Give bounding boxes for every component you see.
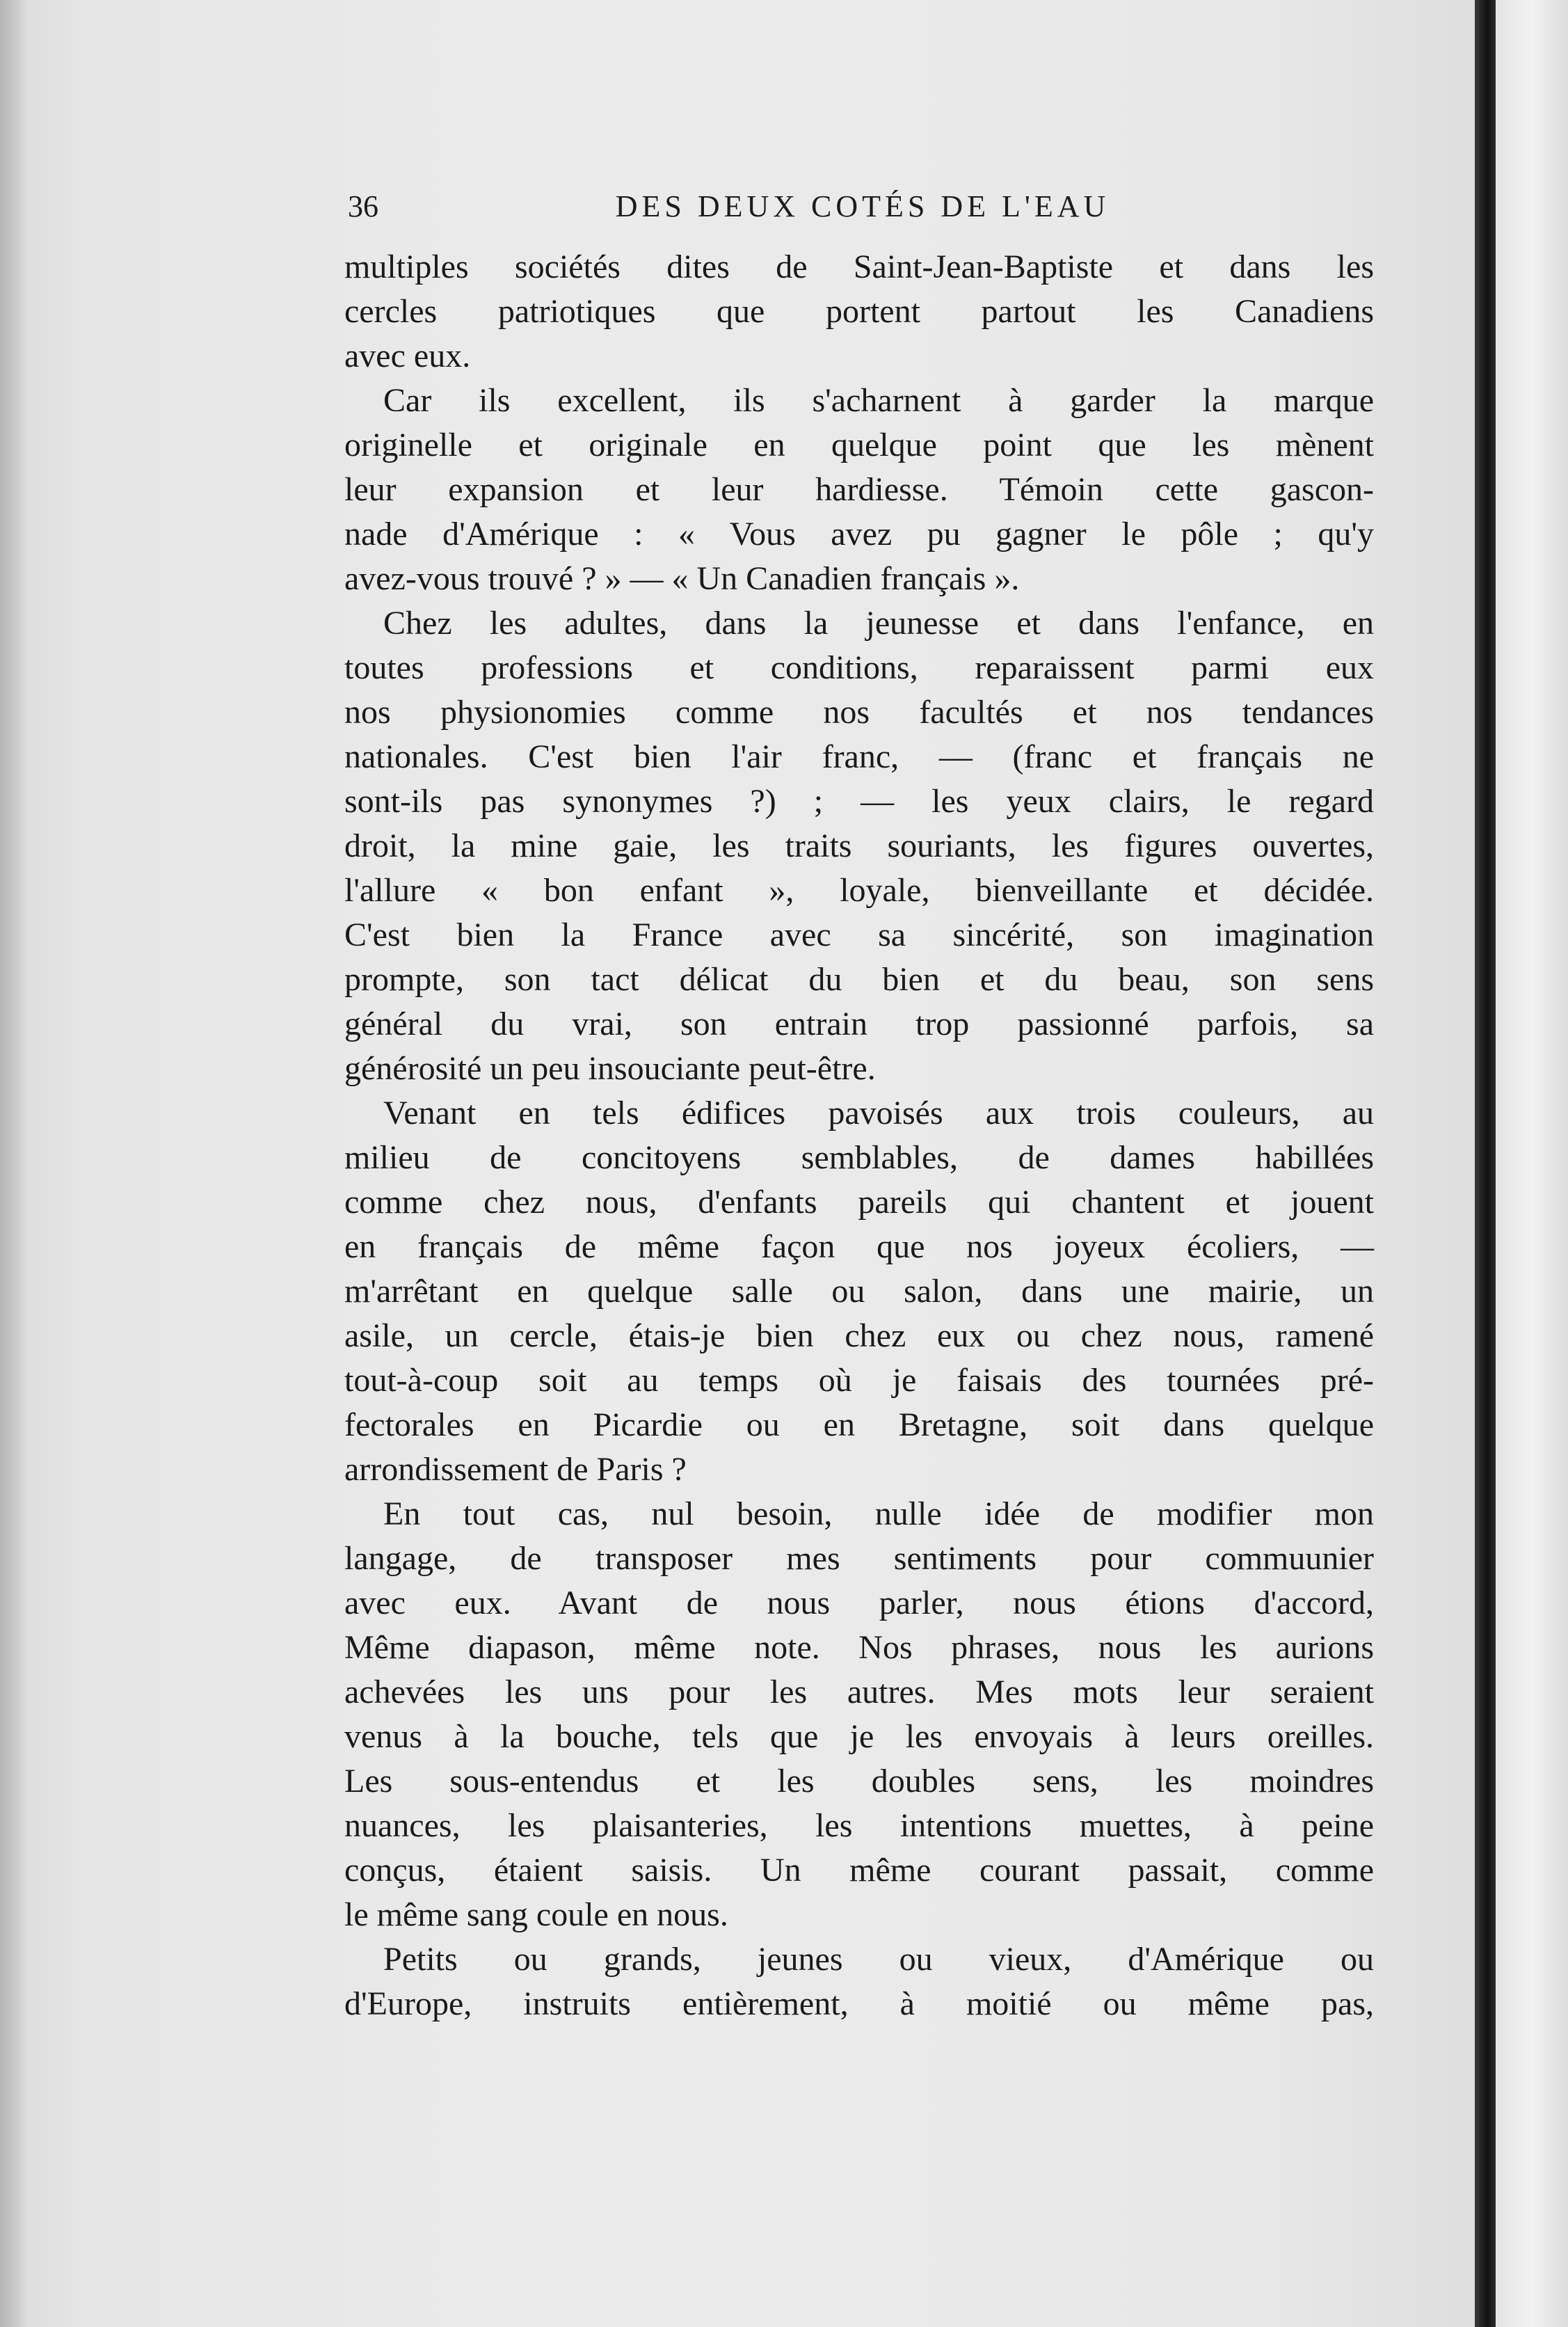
text-line: Petits ou grands, jeunes ou vieux, d'Amérique ou [383, 1941, 1374, 1978]
text-line: fectorales en Picardie ou en Bretagne, soit dans quelque [344, 1406, 1374, 1443]
book-gutter [1475, 0, 1496, 2327]
paragraph [344, 1091, 1374, 1492]
text-line: originelle et originale en quelque point que les mènent [344, 427, 1374, 463]
text-line: asile, un cercle, étais-je bien chez eux ou chez nous, ramené [344, 1317, 1374, 1354]
text-line: en français de même façon que nos joyeux écoliers, — [344, 1228, 1374, 1265]
text-line: sont-ils pas synonymes ?) ; — les yeux clairs, le regard [344, 783, 1374, 820]
text-line: C'est bien la France avec sa sincérité, son imagination [344, 916, 1374, 953]
text-line: achevées les uns pour les autres. Mes mots leur seraient [344, 1674, 1374, 1710]
text-line: droit, la mine gaie, les traits souriants, les figures ouvertes, [344, 827, 1374, 864]
body-text [344, 245, 1374, 2026]
paragraph [344, 1937, 1374, 2026]
running-title: DES DEUX COTÉS DE L'EAU [615, 189, 1110, 223]
paragraph [344, 601, 1374, 1091]
text-line: avec eux. Avant de nous parler, nous étions d'accord, [344, 1585, 1374, 1621]
text-line: Les sous-entendus et les doubles sens, les moindres [344, 1763, 1374, 1800]
text-line: leur expansion et leur hardiesse. Témoin cette gascon- [344, 471, 1374, 508]
text-line: milieu de concitoyens semblables, de dames habillées [344, 1139, 1374, 1176]
text-line: nade d'Amérique : « Vous avez pu gagner le pôle ; qu'y [344, 516, 1374, 553]
text-line: comme chez nous, d'enfants pareils qui chantent et jouent [344, 1184, 1374, 1221]
text-line: m'arrêtant en quelque salle ou salon, dans une mairie, un [344, 1273, 1374, 1310]
text-line: nationales. C'est bien l'air franc, — (franc et français ne [344, 738, 1374, 775]
text-line: Car ils excellent, ils s'acharnent à garder la marque [383, 382, 1374, 419]
text-line: tout-à-coup soit au temps où je faisais des tournées pré- [344, 1362, 1374, 1399]
text-line: conçus, étaient saisis. Un même courant passait, comme [344, 1852, 1374, 1889]
page-left-shadow [0, 0, 28, 2327]
text-line: multiples sociétés dites de Saint-Jean-Baptiste et dans les [344, 248, 1374, 285]
page-header [348, 182, 1377, 231]
text-line: avec eux. [344, 337, 471, 374]
text-line: venus à la bouche, tels que je les envoyais à leurs oreilles. [344, 1718, 1374, 1755]
text-line: Venant en tels édifices pavoisés aux trois couleurs, au [383, 1095, 1374, 1131]
text-line: le même sang coule en nous. [344, 1896, 728, 1933]
text-line: cercles patriotiques que portent partout les Canadiens [344, 293, 1374, 330]
paragraph [344, 1492, 1374, 1937]
text-line: nuances, les plaisanteries, les intentions muettes, à peine [344, 1807, 1374, 1844]
text-line: générosité un peu insouciante peut-être. [344, 1050, 876, 1087]
text-line: toutes professions et conditions, reparaissent parmi eux [344, 649, 1374, 686]
next-page-edge [1496, 0, 1568, 2327]
text-line: arrondissement de Paris ? [344, 1451, 687, 1488]
text-line: général du vrai, son entrain trop passionné parfois, sa [344, 1006, 1374, 1042]
text-line: langage, de transposer mes sentiments pour commuunier [344, 1540, 1374, 1577]
page-number: 36 [348, 189, 378, 223]
text-line: nos physionomies comme nos facultés et nos tendances [344, 694, 1374, 731]
text-line: En tout cas, nul besoin, nulle idée de modifier mon [383, 1495, 1374, 1532]
text-line: avez-vous trouvé ? » — « Un Canadien français ». [344, 560, 1020, 597]
text-line: Chez les adultes, dans la jeunesse et dans l'enfance, en [383, 605, 1374, 642]
text-line: Même diapason, même note. Nos phrases, nous les aurions [344, 1629, 1374, 1666]
paragraph [344, 245, 1374, 379]
text-line: d'Europe, instruits entièrement, à moitié ou même pas, [344, 1985, 1374, 2022]
paragraph [344, 379, 1374, 601]
text-line: l'allure « bon enfant », loyale, bienveillante et décidée. [344, 872, 1374, 909]
text-line: prompte, son tact délicat du bien et du beau, son sens [344, 961, 1374, 998]
